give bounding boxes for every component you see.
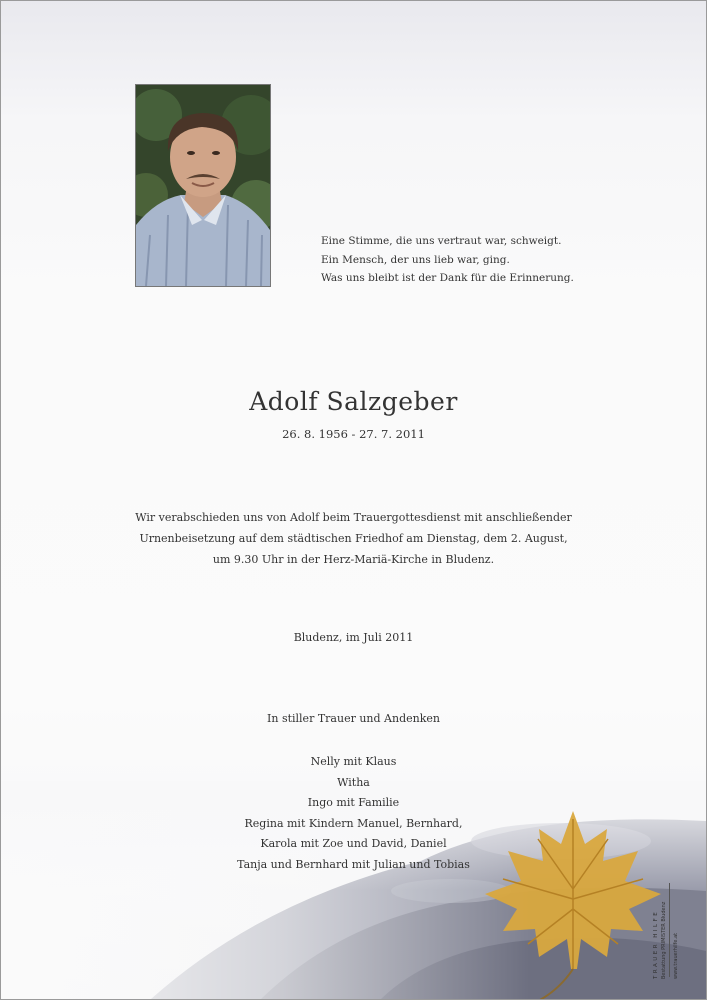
service-announcement <box>1 507 706 570</box>
poem-line: Eine Stimme, die uns vertraut war, schweigt. <box>321 235 562 247</box>
poem-line: Was uns bleibt ist der Dank für die Erinnerung. <box>321 272 574 284</box>
family-member: Nelly mit Klaus <box>310 755 397 768</box>
funeral-home-line: Bestattung PRIMISTER Bludenz <box>661 901 667 979</box>
family-list <box>1 752 706 875</box>
family-member: Witha <box>337 775 370 789</box>
deceased-name: Adolf Salzgeber <box>249 387 458 416</box>
announcement-line: Urnenbeisetzung auf dem städtischen Friedhof am Dienstag, dem 2. August, <box>139 532 568 545</box>
mourning-line: In stiller Trauer und Andenken <box>267 712 440 725</box>
divider <box>669 883 670 977</box>
poem-line: Ein Mensch, der uns lieb war, ging. <box>321 253 510 266</box>
portrait-photo <box>135 84 271 287</box>
family-member: Tanja und Bernhard mit Julian und Tobias <box>237 857 470 871</box>
family-member: Karola mit Zoe und David, Daniel <box>260 837 447 850</box>
family-member: Ingo mit Familie <box>307 796 400 809</box>
funeral-home-brand: TRAUER HILFE <box>653 909 659 979</box>
poem <box>321 232 574 288</box>
family-member: Regina mit Kindern Manuel, Bernhard, <box>244 816 463 830</box>
funeral-home-web: www.trauerhilfe.at <box>673 932 679 979</box>
announcement-line: Wir verabschieden uns von Adolf beim Trauergottesdienst mit anschließender <box>135 511 572 524</box>
funeral-home-mark <box>651 881 691 979</box>
life-dates: 26. 8. 1956 - 27. 7. 2011 <box>282 427 425 441</box>
announcement-line: um 9.30 Uhr in der Herz-Mariä-Kirche in Bludenz. <box>212 553 495 566</box>
place-date: Bludenz, im Juli 2011 <box>293 631 414 644</box>
